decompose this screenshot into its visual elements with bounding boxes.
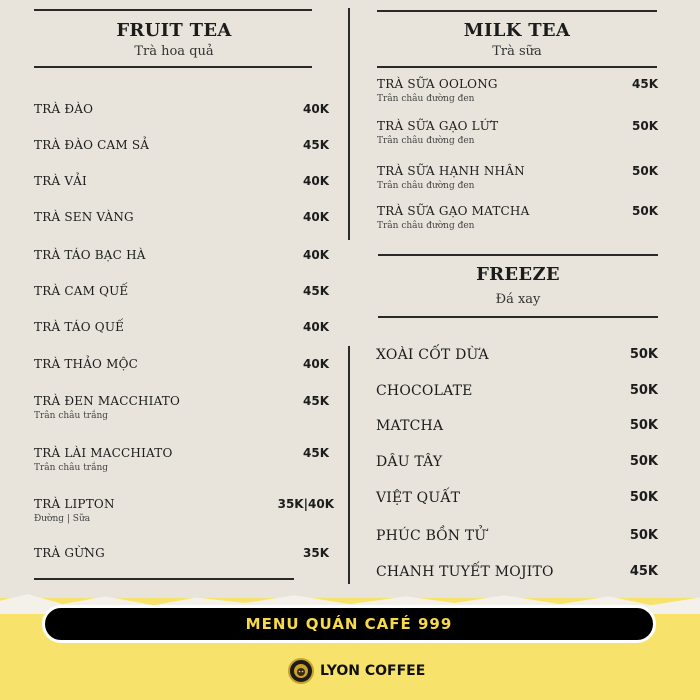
item-price: 40K	[303, 357, 329, 371]
fruit-tea-section	[0, 0, 345, 600]
item-name: TRÀ SỮA GẠO MATCHA	[377, 204, 530, 218]
item-price: 45K	[303, 138, 329, 152]
item-price: 40K	[303, 248, 329, 262]
brand-name: LYON COFFEE	[320, 663, 426, 679]
item-name: CHOCOLATE	[376, 383, 473, 399]
item-name: PHÚC BỒN TỬ	[376, 528, 487, 544]
item-price: 50K	[629, 490, 658, 505]
item-note: Trân châu đường đen	[377, 181, 475, 191]
item-price: 50K	[629, 383, 658, 398]
item-name: TRÀ ĐÀO	[34, 102, 94, 116]
fruit-tea-subtitle: Trà hoa quả	[134, 44, 214, 59]
item-name: TRÀ ĐÀO CAM SẢ	[34, 138, 150, 152]
item-name: TRÀ SỮA GẠO LỨT	[377, 119, 499, 133]
item-price: 45K	[629, 564, 658, 579]
item-price: 40K	[303, 320, 329, 334]
item-note: Trân châu đường đen	[377, 221, 475, 231]
item-note: Trân châu trắng	[34, 463, 109, 473]
milk-tea-subtitle: Trà sữa	[492, 44, 542, 59]
item-price: 45K	[303, 446, 329, 460]
divider	[378, 316, 658, 318]
freeze-subtitle: Đá xay	[495, 292, 541, 307]
item-price: 35K|40K	[277, 497, 334, 511]
item-price: 50K	[632, 204, 658, 218]
item-name: TRÀ SEN VÀNG	[34, 210, 134, 224]
item-name: XOÀI CỐT DỪA	[376, 347, 489, 363]
banner-text: MENU QUÁN CAFÉ 999	[245, 615, 453, 633]
item-price: 40K	[303, 102, 329, 116]
item-note: Trân châu đường đen	[377, 94, 475, 104]
item-note: Trân châu đường đen	[377, 136, 475, 146]
divider	[34, 9, 312, 11]
item-price: 40K	[303, 210, 329, 224]
item-note: Đường | Sữa	[34, 514, 91, 524]
item-name: VIỆT QUẤT	[376, 490, 461, 506]
item-name: TRÀ SỮA OOLONG	[377, 77, 498, 91]
lion-logo-icon	[288, 658, 314, 684]
item-price: 50K	[632, 164, 658, 178]
item-price: 40K	[303, 174, 329, 188]
milk-tea-title: MILK TEA	[463, 20, 571, 41]
divider	[378, 254, 658, 256]
item-price: 50K	[629, 347, 658, 362]
item-price: 50K	[629, 454, 658, 469]
item-name: TRÀ ĐEN MACCHIATO	[34, 394, 181, 408]
item-name: TRÀ CAM QUẾ	[34, 284, 129, 298]
divider	[34, 66, 312, 68]
item-note: Trân châu trắng	[34, 411, 109, 421]
item-price: 45K	[303, 394, 329, 408]
column-divider	[348, 346, 350, 584]
item-name: TRÀ THẢO MỘC	[34, 357, 139, 371]
divider	[377, 66, 657, 68]
item-price: 50K	[629, 528, 658, 543]
item-name: TRÀ TÁO QUẾ	[34, 320, 125, 334]
item-name: TRÀ GỪNG	[34, 546, 105, 560]
item-name: TRÀ SỮA HẠNH NHÂN	[377, 164, 525, 178]
divider	[34, 578, 294, 580]
column-divider	[348, 8, 350, 240]
item-price: 50K	[632, 119, 658, 133]
item-name: CHANH TUYẾT MOJITO	[376, 564, 554, 580]
item-price: 50K	[629, 418, 658, 433]
item-name: TRÀ LIPTON	[34, 497, 115, 511]
item-name: MATCHA	[376, 418, 444, 434]
divider	[377, 10, 657, 12]
menu-banner	[42, 605, 656, 643]
item-price: 45K	[632, 77, 658, 91]
fruit-tea-title: FRUIT TEA	[116, 20, 232, 41]
item-price: 45K	[303, 284, 329, 298]
item-name: DÂU TÂY	[376, 454, 443, 470]
item-name: TRÀ VẢI	[34, 174, 87, 188]
item-name: TRÀ TÁO BẠC HÀ	[34, 248, 146, 262]
freeze-title: FREEZE	[476, 264, 560, 285]
item-name: TRÀ LÀI MACCHIATO	[34, 446, 173, 460]
item-price: 35K	[303, 546, 329, 560]
brand	[288, 656, 425, 686]
